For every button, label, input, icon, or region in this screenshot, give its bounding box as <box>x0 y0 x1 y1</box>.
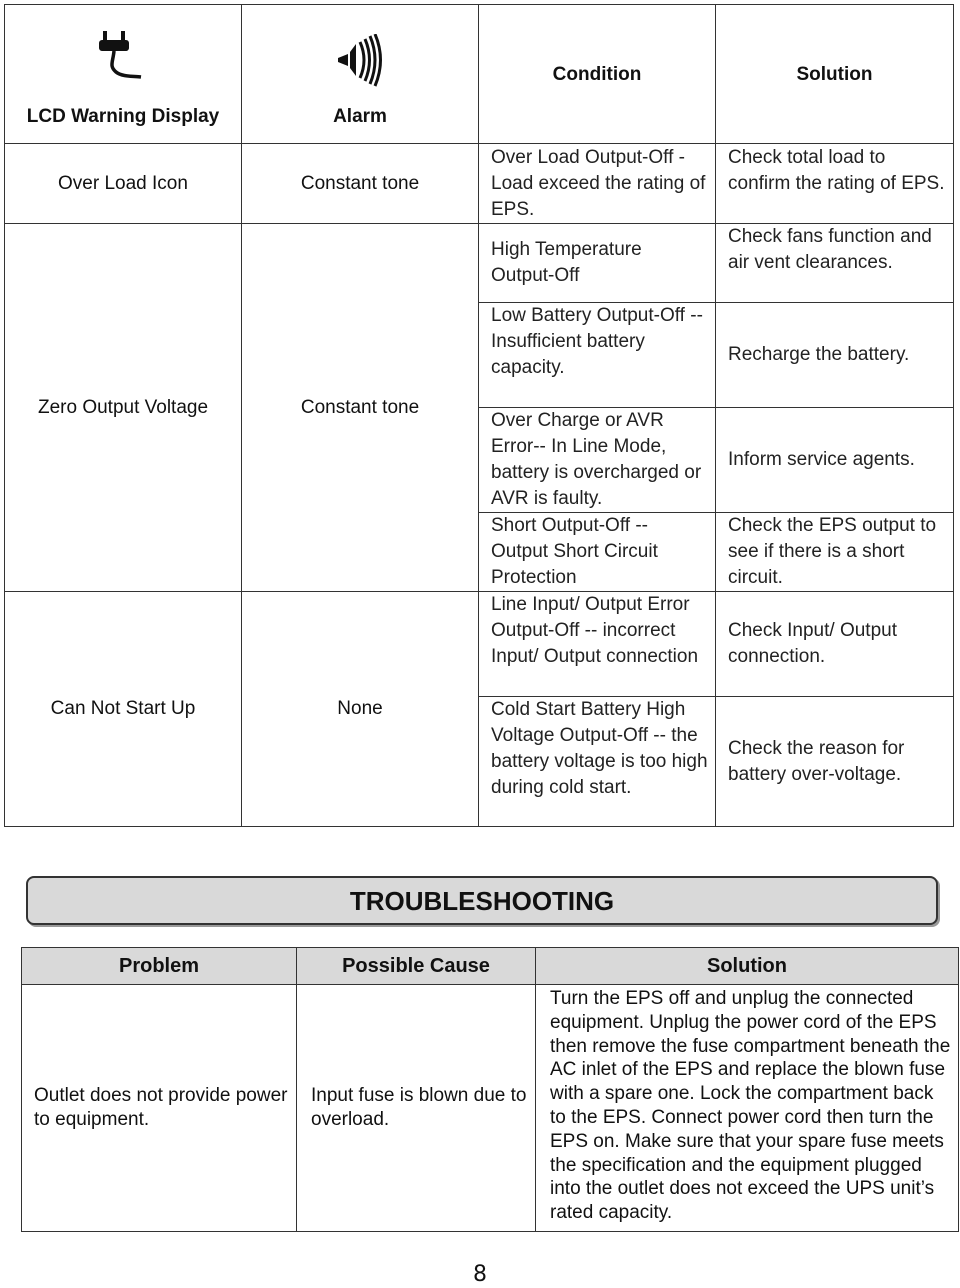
solution-cell: Check fans function and air vent clearances. <box>716 224 954 303</box>
cause-cell: Input fuse is blown due to overload. <box>297 985 536 1232</box>
table-row <box>5 592 954 697</box>
alarm-cell: Constant tone <box>242 224 479 592</box>
warning-table-header <box>5 5 954 144</box>
lcd-cell: Can Not Start Up <box>5 592 242 827</box>
header-possible-cause: Possible Cause <box>297 948 536 985</box>
solution-cell: Check the EPS output to see if there is a short circuit. <box>716 513 954 592</box>
alarm-label: Alarm <box>333 106 387 127</box>
troubleshooting-header <box>22 948 959 985</box>
table-row <box>22 985 959 1232</box>
page-number: 8 <box>473 1262 487 1287</box>
condition-label: Condition <box>552 64 642 85</box>
header-solution <box>716 5 954 144</box>
solution-cell: Recharge the battery. <box>716 303 954 408</box>
condition-cell: Cold Start Battery High Voltage Output-Off -- the battery voltage is too high during cold start. <box>479 697 716 827</box>
lcd-cell: Over Load Icon <box>5 144 242 224</box>
condition-cell: Over Load Output-Off - Load exceed the rating of EPS. <box>479 144 716 224</box>
problem-cell: Outlet does not provide power to equipment. <box>22 985 297 1232</box>
table-row <box>5 224 954 303</box>
condition-cell: Short Output-Off -- Output Short Circuit Protection <box>479 513 716 592</box>
warning-table <box>4 4 954 827</box>
alarm-cell: None <box>242 592 479 827</box>
power-plug-icon <box>5 18 241 104</box>
solution-cell: Turn the EPS off and unplug the connected equipment. Unplug the power cord of the EPS then remove the fuse compartment beneath the AC inlet of the EPS and replace the blown fuse with a spare one. Lock the compartment back to the EPS. Connect power cord then turn the EPS on. Make sure that your spare fuse meets the specification and the equipment plugged into the outlet does not exceed the UPS unit’s rated capacity. <box>536 985 959 1232</box>
table-row <box>5 144 954 224</box>
solution-cell: Check the reason for battery over-voltage. <box>716 697 954 827</box>
solution-label: Solution <box>796 64 873 85</box>
header-solution: Solution <box>536 948 959 985</box>
header-condition <box>479 5 716 144</box>
speaker-alarm-icon <box>242 18 478 104</box>
condition-cell: Low Battery Output-Off -- Insufficient battery capacity. <box>479 303 716 408</box>
lcd-warning-display-label: LCD Warning Display <box>26 106 220 127</box>
solution-cell: Check total load to confirm the rating of EPS. <box>716 144 954 224</box>
alarm-cell: Constant tone <box>242 144 479 224</box>
header-alarm <box>242 5 479 144</box>
lcd-cell: Zero Output Voltage <box>5 224 242 592</box>
solution-cell: Inform service agents. <box>716 408 954 513</box>
header-problem: Problem <box>22 948 297 985</box>
troubleshooting-table <box>21 947 959 1232</box>
solution-cell: Check Input/ Output connection. <box>716 592 954 697</box>
header-lcd-warning-display <box>5 5 242 144</box>
condition-cell: High Temperature Output-Off <box>479 224 716 303</box>
condition-cell: Line Input/ Output Error Output-Off -- incorrect Input/ Output connection <box>479 592 716 697</box>
condition-cell: Over Charge or AVR Error-- In Line Mode, battery is overcharged or AVR is faulty. <box>479 408 716 513</box>
troubleshooting-banner: TROUBLESHOOTING <box>26 876 938 925</box>
